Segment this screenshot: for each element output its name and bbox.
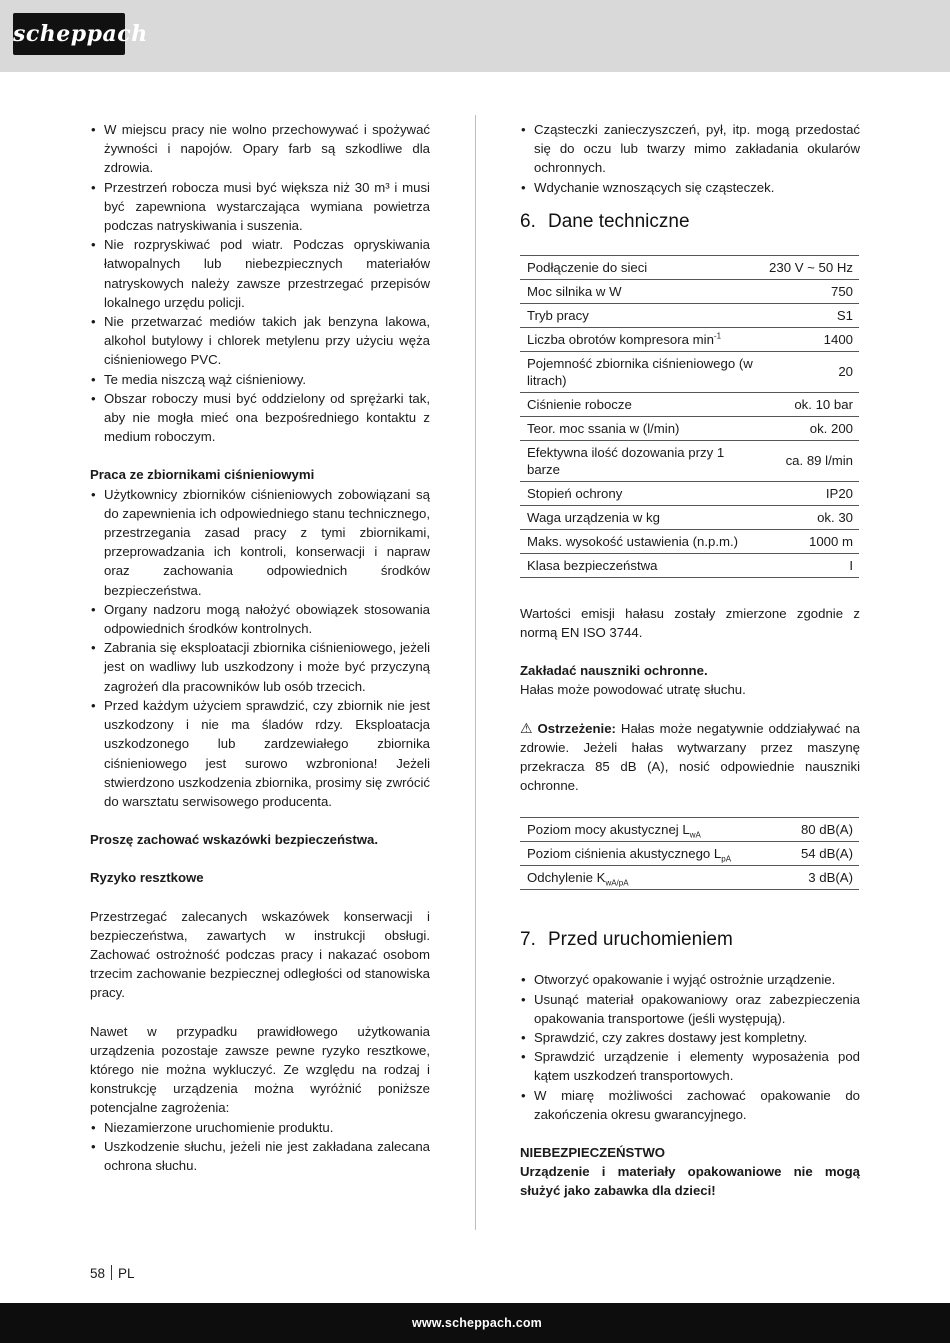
row-value: 1400 — [762, 327, 859, 351]
row-label: Ciśnienie robocze — [520, 392, 762, 416]
row-value: 1000 m — [762, 529, 859, 553]
table-row — [520, 505, 859, 529]
list-item: • Organy nadzoru mogą nałożyć obowiązek stosowania odpowiednich środków kontrolnych. — [90, 600, 430, 638]
keep-safety-notice: Proszę zachować wskazówki bezpieczeństwa. — [90, 832, 379, 848]
danger-text: Urządzenie i materiały opakowaniowe nie mogą służyć jako zabawka dla dzieci! — [520, 1164, 860, 1199]
table-row — [520, 303, 859, 327]
list-item: • Wdychanie wznoszących się cząsteczek. — [520, 178, 860, 197]
list-item: • Sprawdzić, czy zakres dostawy jest kompletny. — [520, 1028, 860, 1047]
list-item: • Uszkodzenie słuchu, jeżeli nie jest zakładana zalecana ochrona słuchu. — [90, 1137, 430, 1175]
page-header — [0, 0, 950, 72]
row-value: ok. 30 — [762, 505, 859, 529]
right-column — [520, 120, 860, 1201]
list-item: • Usunąć materiał opakowaniowy oraz zabezpieczenia opakowania transportowe (jeśli występują). — [520, 990, 860, 1028]
section-heading-technical-data: 6. Dane techniczne — [520, 210, 690, 232]
hazard-bullets — [90, 1118, 430, 1176]
row-value: 750 — [762, 279, 859, 303]
table-row — [520, 818, 859, 842]
table-row — [520, 842, 859, 866]
warning-triangle-icon: ⚠ — [520, 719, 533, 736]
noise-warning: ⚠ Ostrzeżenie: Hałas może negatywnie oddziaływać na zdrowie. Jeżeli hałas wytwarzany przez maszynę przekracza 85 dB (A), nosić odpowiednie nauszniki ochronne. — [520, 719, 860, 794]
table-row — [520, 866, 859, 890]
row-value: 20 — [762, 351, 859, 392]
row-label: Odchylenie $K_{wA/pA}$ — [520, 866, 781, 890]
table-row — [520, 553, 859, 577]
row-label: Poziom ciśnienia akustycznego $L_{pA}$ — [520, 842, 781, 866]
row-value: 230 V ~ 50 Hz — [762, 255, 859, 279]
list-item: • Przestrzeń robocza musi być większa niż 30 m³ i musi być zapewniona wystarczająca wymiana powietrza podczas natryskiwania i suszenia. — [90, 178, 430, 236]
list-item: • Nie rozpryskiwać pod wiatr. Podczas opryskiwania łatwopalnych lub niebezpiecznych materiałów natryskowych należy zawsze przestrzegać przepisów lokalnego urzędu policji. — [90, 235, 430, 312]
pressure-vessel-heading: Praca ze zbiornikami ciśnieniowymi — [90, 467, 315, 483]
pressure-vessel-bullets — [90, 485, 430, 811]
list-item: • Niezamierzone uruchomienie produktu. — [90, 1118, 430, 1137]
table-row — [520, 481, 859, 505]
residual-risk-heading: Ryzyko resztkowe — [90, 870, 204, 886]
residual-risk-paragraph: Przestrzegać zalecanych wskazówek konserwacji i bezpieczeństwa, zawartych w instrukcji obsługi. Zachować ostrożność podczas pracy i nakazać osobom trzecim zachowanie bezpiecznej odległości od stanowiska pracy. — [90, 908, 430, 1001]
table-row — [520, 440, 859, 481]
list-item: • Użytkownicy zbiorników ciśnieniowych zobowiązani są do zapewnienia ich odpowiedniego stanu technicznego, przestrzegania zasad pracy z tymi zbiornikami, przeprowadzania ich kontroli, konserwacji i napraw oraz zachowania odpowiednich środków bezpieczeństwa. — [90, 485, 430, 600]
row-value: 3 dB(A) — [781, 866, 859, 890]
ear-protection-text: Hałas może powodować utratę słuchu. — [520, 682, 746, 698]
list-item: • Obszar roboczy musi być oddzielony od sprężarki tak, aby nie mogła mieć ona bezpośredniego kontaktu z medium roboczym. — [90, 389, 430, 447]
row-value: I — [762, 553, 859, 577]
row-label: Podłączenie do sieci — [520, 255, 762, 279]
page-footer — [0, 1303, 950, 1343]
residual-risk-paragraph: Nawet w przypadku prawidłowego użytkowania urządzenia pozostaje zawsze pewne ryzyko resztkowe, którego nie można wykluczyć. Ze względu na rodzaj i konstrukcję urządzenia można wyróżnić poniższe potencjalne zagrożenia: — [90, 1023, 430, 1116]
row-label: Maks. wysokość ustawienia (n.p.m.) — [520, 529, 762, 553]
table-row — [520, 279, 859, 303]
list-item: • Otworzyć opakowanie i wyjąć ostrożnie urządzenie. — [520, 970, 860, 989]
noise-values-table — [520, 817, 859, 890]
row-label: Waga urządzenia w kg — [520, 505, 762, 529]
left-column — [90, 120, 430, 1175]
workplace-bullets — [90, 120, 430, 446]
scheppach-logo: scheppach — [13, 13, 125, 55]
row-value: ca. 89 l/min — [762, 440, 859, 481]
list-item: • Zabrania się eksploatacji zbiornika ciśnieniowego, jeżeli jest on wadliwy lub uszkodzony i może być przyczyną zagrożeń dla pracowników lub osób trzecich. — [90, 638, 430, 696]
row-label: Klasa bezpieczeństwa — [520, 553, 762, 577]
list-item: • Nie przetwarzać mediów takich jak benzyna lakowa, alkohol butylowy i chlorek metylenu przy użyciu węża ciśnieniowego PVC. — [90, 312, 430, 370]
ear-protection-heading: Zakładać nauszniki ochronne. — [520, 663, 708, 679]
row-label: Teor. moc ssania w (l/min) — [520, 416, 762, 440]
row-value: ok. 10 bar — [762, 392, 859, 416]
table-row — [520, 327, 859, 351]
list-item: • Te media niszczą wąż ciśnieniowy. — [90, 370, 430, 389]
section-heading-before-start: 7. Przed uruchomieniem — [520, 929, 733, 951]
row-value: 80 dB(A) — [781, 818, 859, 842]
row-label: Efektywna ilość dozowania przy 1 barze — [520, 440, 762, 481]
row-label: Pojemność zbiornika ciśnieniowego (w litrach) — [520, 351, 762, 392]
row-value: ok. 200 — [762, 416, 859, 440]
row-label: Liczba obrotów kompresora $\min^{-1}$ — [520, 327, 762, 351]
list-item: • W miarę możliwości zachować opakowanie do zakończenia okresu gwarancyjnego. — [520, 1086, 860, 1124]
row-label: Tryb pracy — [520, 303, 762, 327]
particle-bullets — [520, 120, 860, 197]
noise-measurement-text: Wartości emisji hałasu zostały zmierzone zgodnie z normą EN ISO 3744. — [520, 605, 860, 641]
row-value: S1 — [762, 303, 859, 327]
row-value: IP20 — [762, 481, 859, 505]
table-row — [520, 529, 859, 553]
column-divider — [475, 115, 476, 1230]
table-row — [520, 416, 859, 440]
row-label: Moc silnika w W — [520, 279, 762, 303]
row-label: Poziom mocy akustycznej $L_{wA}$ — [520, 818, 781, 842]
list-item: • Przed każdym użyciem sprawdzić, czy zbiornik nie jest uszkodzony i nie ma śladów rdzy. Eksploatacja uszkodzonego lub zardzewiałego zbiornika ciśnieniowego jest surowo wzbroniona! Jeżeli stwierdzono uszkodzenia zbiornika, prosimy się zwrócić do warsztatu serwisowego producenta. — [90, 696, 430, 811]
before-start-bullets — [520, 970, 860, 1124]
list-item: • Sprawdzić urządzenie i elementy wyposażenia pod kątem uszkodzeń transportowych. — [520, 1047, 860, 1085]
table-row — [520, 255, 859, 279]
page-number: 58 PL — [90, 1266, 135, 1281]
row-label: Stopień ochrony — [520, 481, 762, 505]
website-link[interactable]: www.scheppach.com — [411, 1316, 542, 1330]
table-row — [520, 392, 859, 416]
danger-heading: NIEBEZPIECZEŃSTWO — [520, 1145, 666, 1161]
list-item: • Cząsteczki zanieczyszczeń, pył, itp. mogą przedostać się do oczu lub twarzy mimo zakładania okularów ochronnych. — [520, 120, 860, 178]
technical-data-table — [520, 255, 859, 578]
row-value: 54 dB(A) — [781, 842, 859, 866]
list-item: • W miejscu pracy nie wolno przechowywać i spożywać żywności i napojów. Opary farb są szkodliwe dla zdrowia. — [90, 120, 430, 178]
table-row — [520, 351, 859, 392]
